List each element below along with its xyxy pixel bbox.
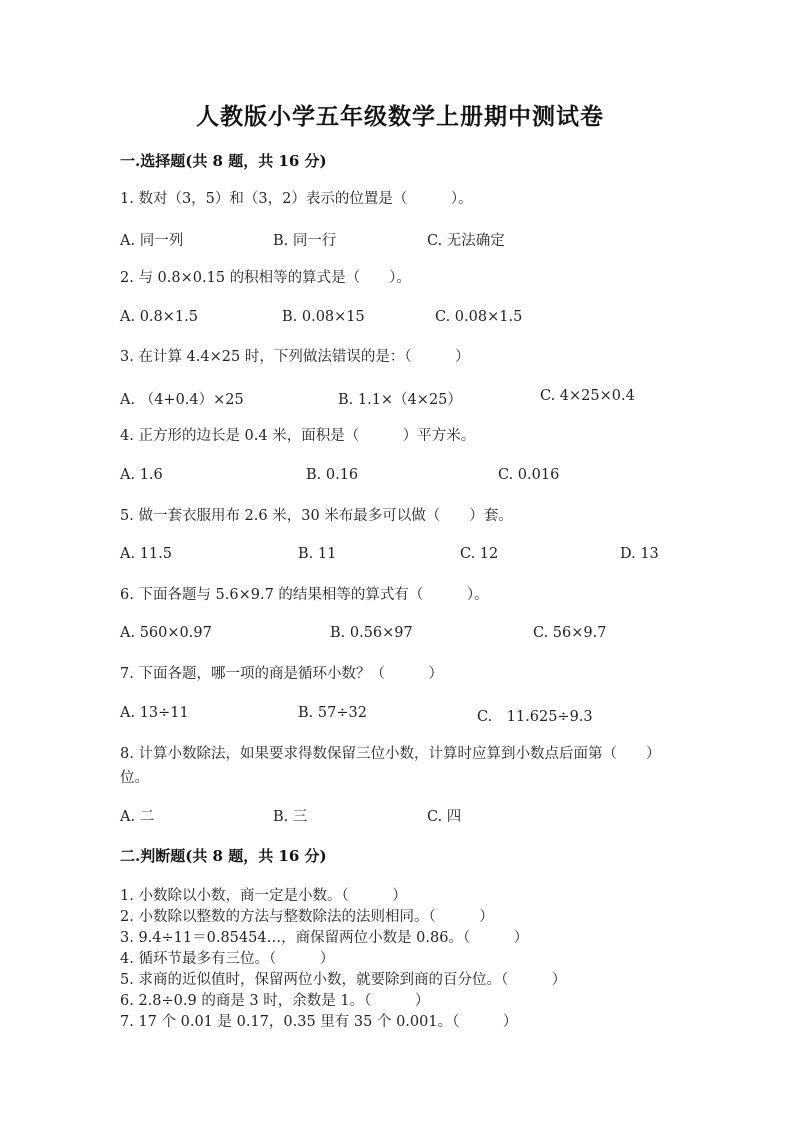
question-1-option-c: C. 无法确定 xyxy=(427,233,505,249)
judge-item-4: 4. 循环节最多有三位。（ ） xyxy=(120,951,335,967)
question-8-option-c: C. 四 xyxy=(427,809,462,825)
question-5-option-b: B. 11 xyxy=(298,546,337,562)
question-8-option-b: B. 三 xyxy=(273,809,308,825)
judge-item-6: 6. 2.8÷0.9 的商是 3 时，余数是 1。（ ） xyxy=(120,993,430,1009)
question-5-text: 5. 做一套衣服用布 2.6 米，30 米布最多可以做（ ）套。 xyxy=(120,508,513,524)
question-7-option-c: C. 11.625÷9.3 xyxy=(477,709,593,725)
question-6-text: 6. 下面各题与 5.6×9.7 的结果相等的算式有（ ）。 xyxy=(120,587,489,603)
question-2-option-b: B. 0.08×15 xyxy=(282,309,365,325)
question-1-option-b: B. 同一行 xyxy=(273,233,337,249)
question-4-text: 4. 正方形的边长是 0.4 米，面积是（ ）平方米。 xyxy=(120,428,476,444)
judge-item-1: 1. 小数除以小数，商一定是小数。（ ） xyxy=(120,888,407,904)
question-7-option-a: A. 13÷11 xyxy=(120,705,189,721)
question-7-text: 7. 下面各题，哪一项的商是循环小数？（ ） xyxy=(120,666,443,682)
judge-item-7: 7. 17 个 0.01 是 0.17，0.35 里有 35 个 0.001。（ ） xyxy=(120,1014,518,1030)
question-5-option-a: A. 11.5 xyxy=(120,546,172,562)
question-8-option-a: A. 二 xyxy=(120,809,155,825)
question-8-text: 8. 计算小数除法，如果要求得数保留三位小数，计算时应算到小数点后面第（ ）位。 xyxy=(120,746,661,786)
judge-item-5: 5. 求商的近似值时，保留两位小数，就要除到商的百分位。（ ） xyxy=(120,972,567,988)
question-2-option-c: C. 0.08×1.5 xyxy=(435,309,523,325)
question-4-option-a: A. 1.6 xyxy=(120,467,163,483)
question-5-option-d: D. 13 xyxy=(620,546,659,562)
judge-item-3: 3. 9.4÷11＝0.85454…，商保留两位小数是 0.86。（ ） xyxy=(120,930,529,946)
judge-item-2: 2. 小数除以整数的方法与整数除法的法则相同。（ ） xyxy=(120,909,494,925)
page-title: 人教版小学五年级数学上册期中测试卷 xyxy=(196,103,604,130)
question-6-option-c: C. 56×9.7 xyxy=(533,625,607,641)
question-3-text: 3. 在计算 4.4×25 时，下列做法错误的是：（ ） xyxy=(120,349,470,365)
section-heading-choice: 一.选择题(共 8 题，共 16 分) xyxy=(120,152,327,170)
question-3-option-c: C. 4×25×0.4 xyxy=(540,388,635,404)
question-2-option-a: A. 0.8×1.5 xyxy=(120,309,198,325)
question-4-option-c: C. 0.016 xyxy=(498,467,560,483)
question-3-option-b: B. 1.1×（4×25） xyxy=(338,392,462,408)
question-6-option-a: A. 560×0.97 xyxy=(120,625,212,641)
question-1-text: 1. 数对（3，5）和（3，2）表示的位置是（ ）。 xyxy=(120,191,473,207)
question-2-text: 2. 与 0.8×0.15 的积相等的算式是（ ）。 xyxy=(120,270,411,286)
question-4-option-b: B. 0.16 xyxy=(306,467,359,483)
question-6-option-b: B. 0.56×97 xyxy=(330,625,413,641)
question-7-option-b: B. 57÷32 xyxy=(298,705,367,721)
section-heading-judge: 二.判断题(共 8 题，共 16 分) xyxy=(120,847,327,865)
question-1-option-a: A. 同一列 xyxy=(120,233,184,249)
question-5-option-c: C. 12 xyxy=(460,546,499,562)
question-3-option-a: A. （4+0.4）×25 xyxy=(120,392,244,408)
